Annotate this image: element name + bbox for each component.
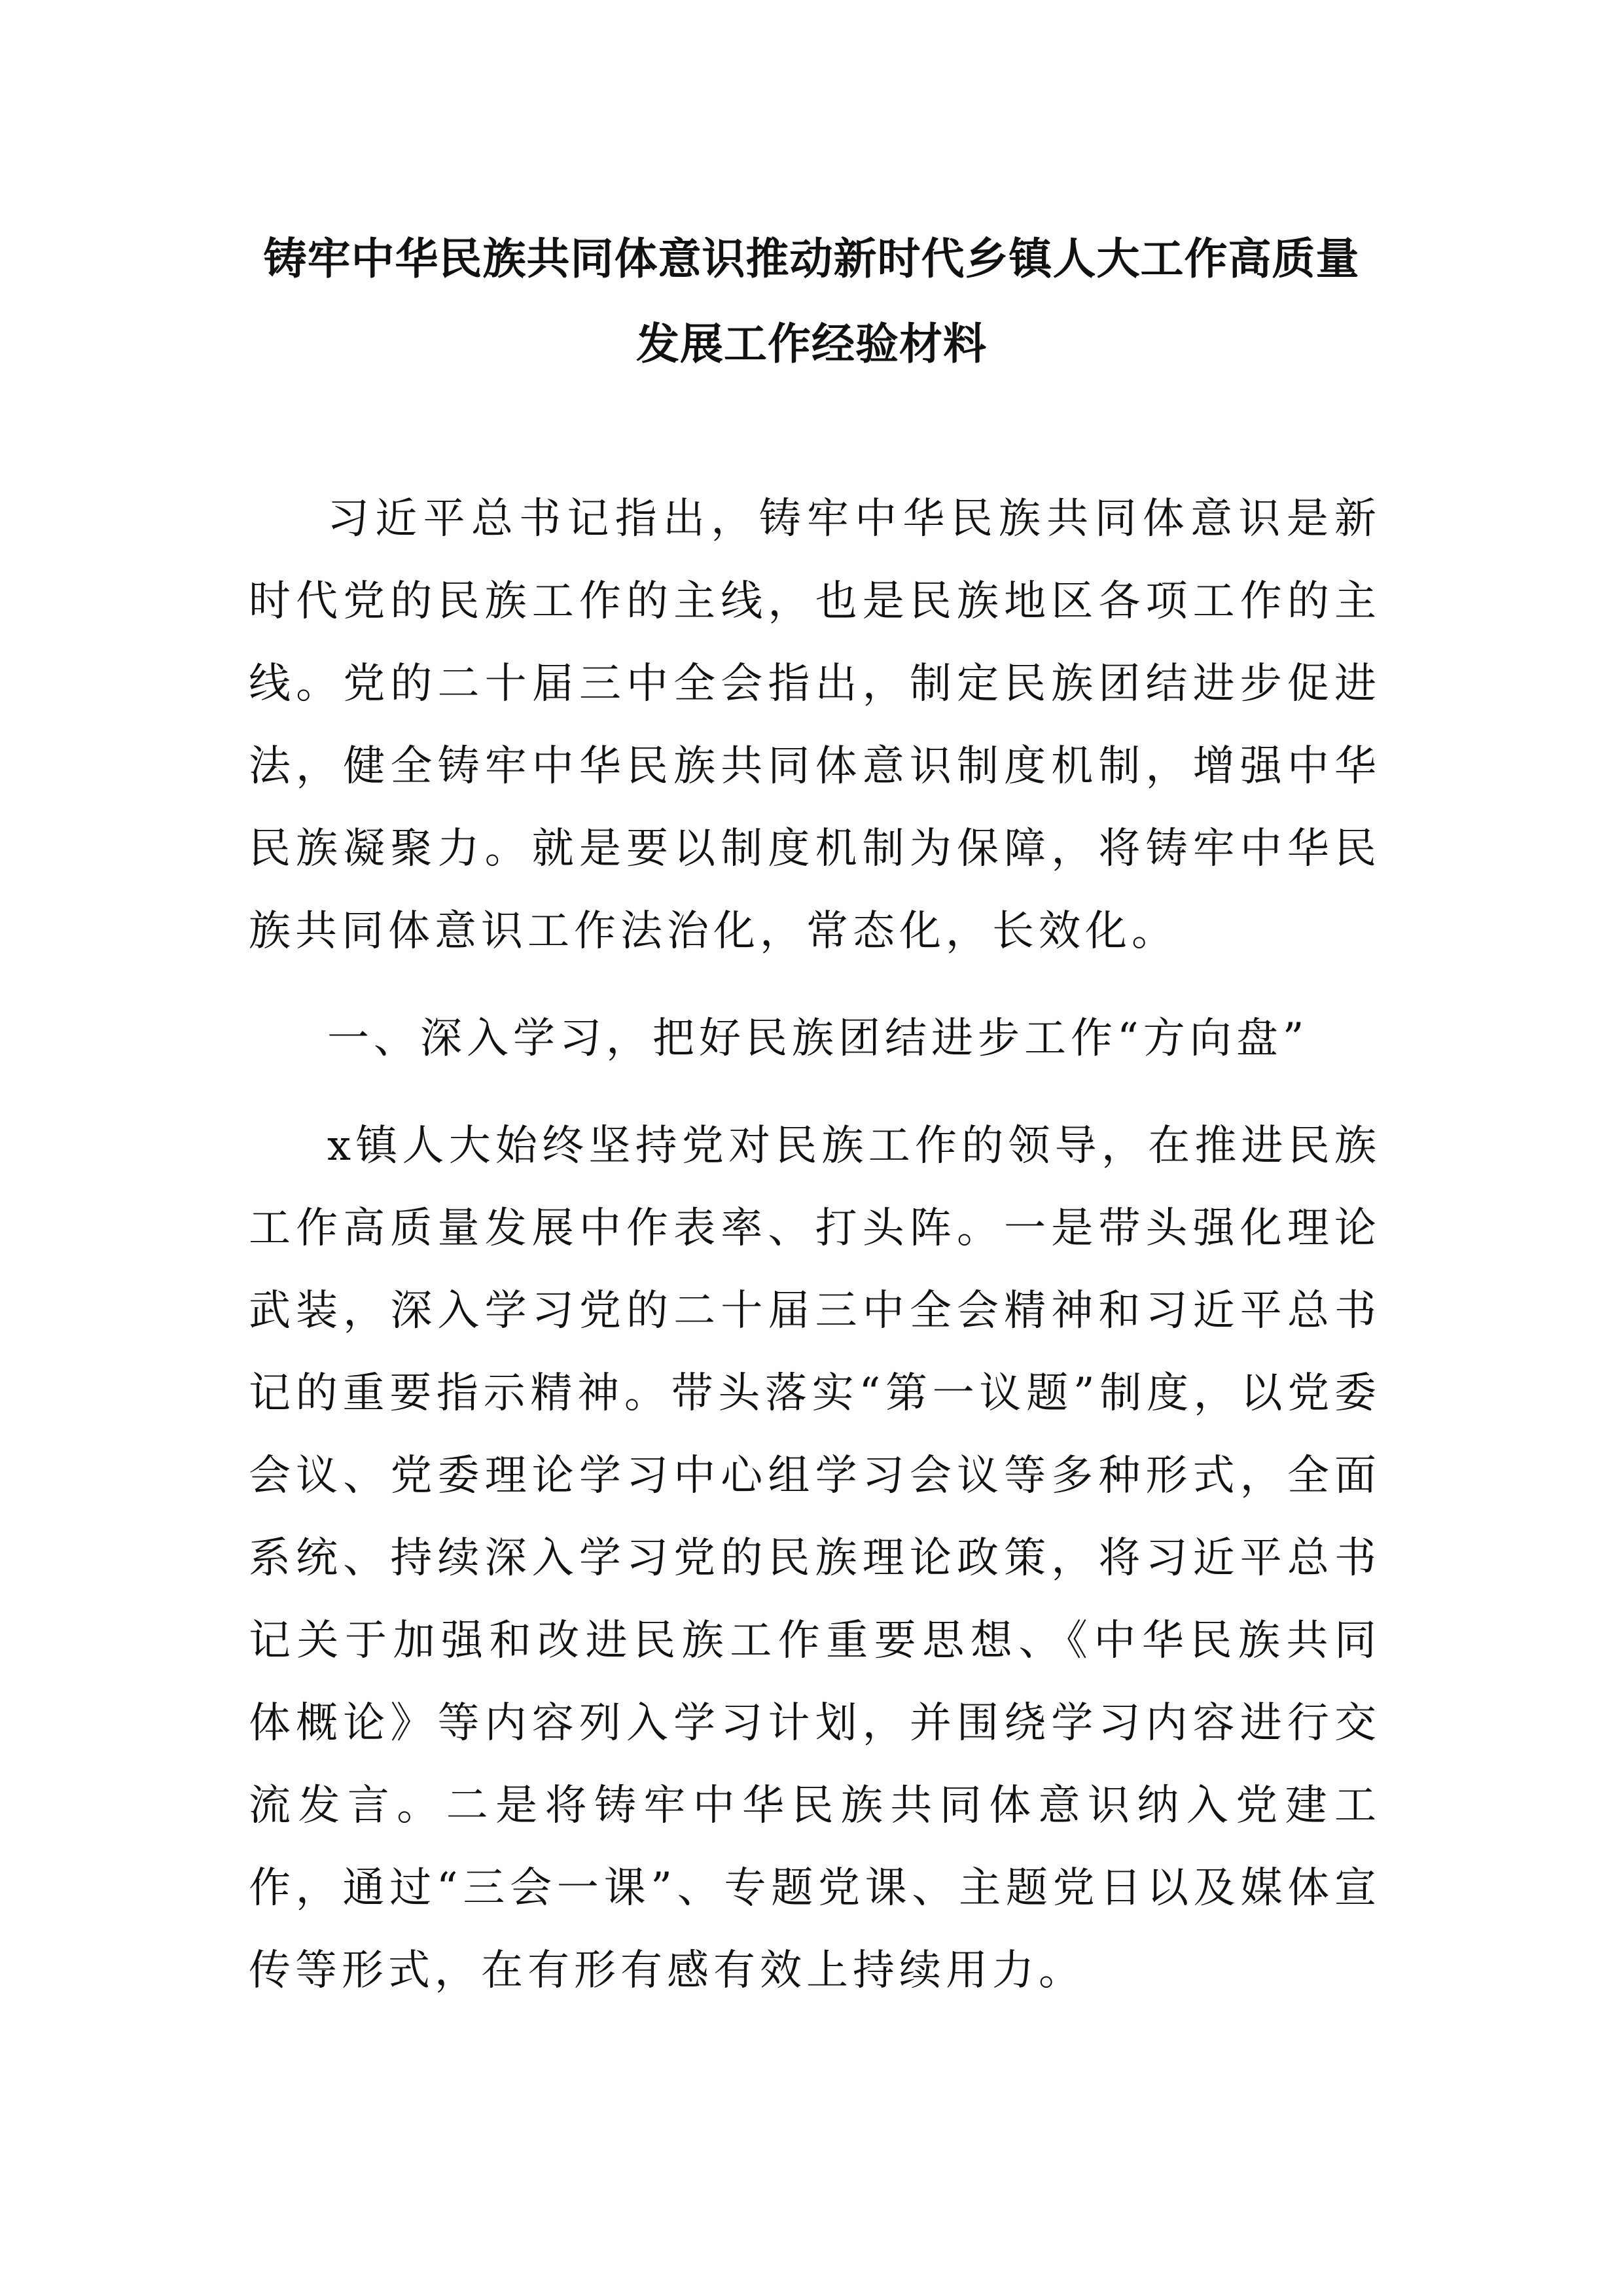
- section-1-paragraph: x镇人大始终坚持党对民族工作的领导，在推进民族工作高质量发展中作表率、打头阵。一是带头强化理论武装，深入学习党的二十届三中全会精神和习近平总书记的重要指示精神。带头落实“第一议题”制度，以党委会议、党委理论学习中心组学习会议等多种形式，全面系统、持续深入学习党的民族理论政策，将习近平总书记关于加强和改进民族工作重要思想、《中华民族共同体概论》等内容列入学习计划，并围绕学习内容进行交流发言。二是将铸牢中华民族共同体意识纳入党建工作，通过“三会一课”、专题党课、主题党日以及媒体宣传等形式，在有形有感有效上持续用力。: [249, 1122, 1381, 1995]
- title-line-1: 铸牢中华民族共同体意识推动新时代乡镇人大工作高质量: [263, 233, 1360, 284]
- intro-paragraph: 习近平总书记指出，铸牢中华民族共同体意识是新时代党的民族工作的主线，也是民族地区各项工作的主线。党的二十届三中全会指出，制定民族团结进步促进法，健全铸牢中华民族共同体意识制度机制，增强中华民族凝聚力。就是要以制度机制为保障，将铸牢中华民族共同体意识工作法治化，常态化，长效化。: [249, 495, 1381, 956]
- document-title: [0, 216, 1623, 386]
- document-body: [249, 478, 1381, 2012]
- section-heading-1: 一、深入学习，把好民族团结进步工作“方向盘”: [327, 1014, 1309, 1063]
- title-line-2: 发展工作经验材料: [636, 318, 987, 369]
